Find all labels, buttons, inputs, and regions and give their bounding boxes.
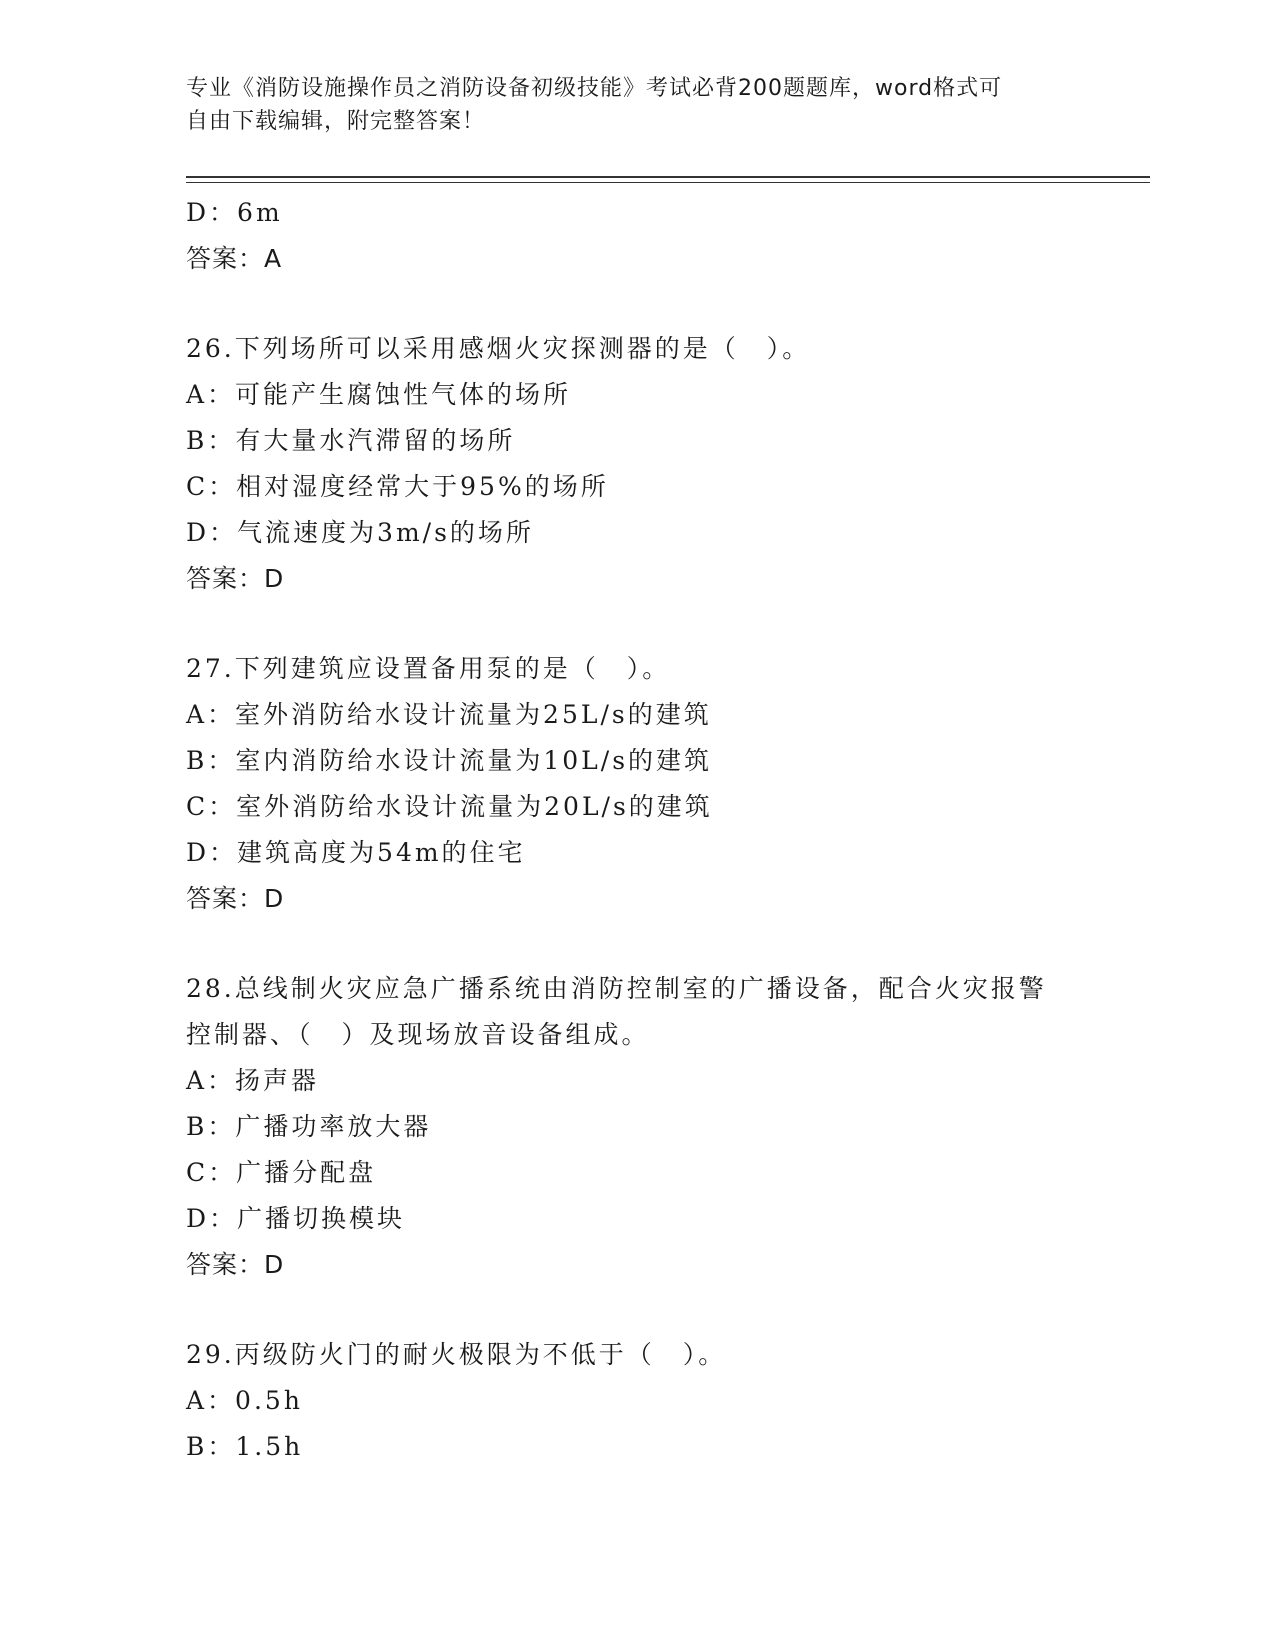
question-27 — [186, 646, 1146, 922]
question-28 — [186, 966, 1146, 1288]
spacer — [186, 1288, 1146, 1332]
option-a: A：扬声器 — [186, 1066, 320, 1095]
answer-label: 答案：A — [186, 244, 283, 273]
spacer — [186, 922, 1146, 966]
option-c: C：广播分配盘 — [186, 1158, 377, 1187]
option-d: D：6m — [186, 198, 283, 227]
option-b: B：有大量水汽滞留的场所 — [186, 426, 516, 455]
header-title-line-1: 专业《消防设施操作员之消防设备初级技能》考试必背200题题库，word格式可 — [186, 76, 1003, 101]
option-b: B：广播功率放大器 — [186, 1112, 432, 1141]
option-a: A：室外消防给水设计流量为25L/s的建筑 — [186, 700, 712, 729]
answer-label: 答案：D — [186, 1250, 285, 1279]
header-title-line-2: 自由下载编辑，附完整答案！ — [186, 109, 486, 134]
option-d: D：气流速度为3m/s的场所 — [186, 518, 534, 547]
option-d: D：广播切换模块 — [186, 1204, 406, 1233]
option-c: C：室外消防给水设计流量为20L/s的建筑 — [186, 792, 713, 821]
previous-question-fragment — [186, 190, 1146, 282]
question-stem: 26.下列场所可以采用感烟火灾探测器的是（ ）。 — [186, 334, 811, 363]
spacer — [186, 602, 1146, 646]
header-divider-thick — [186, 176, 1150, 178]
spacer — [186, 282, 1146, 326]
document-header — [186, 72, 1066, 138]
option-d: D：建筑高度为54m的住宅 — [186, 838, 526, 867]
option-b: B：室内消防给水设计流量为10L/s的建筑 — [186, 746, 713, 775]
question-29 — [186, 1332, 1146, 1470]
question-content — [186, 190, 1146, 1470]
header-divider-thin — [186, 182, 1150, 183]
answer-label: 答案：D — [186, 564, 285, 593]
question-stem-line-1: 28.总线制火灾应急广播系统由消防控制室的广播设备，配合火灾报警 — [186, 974, 1047, 1003]
question-stem: 29.丙级防火门的耐火极限为不低于（ ）。 — [186, 1340, 727, 1369]
answer-label: 答案：D — [186, 884, 285, 913]
option-c: C：相对湿度经常大于95%的场所 — [186, 472, 609, 501]
option-a: A：0.5h — [186, 1386, 303, 1415]
question-stem-line-2: 控制器、（ ）及现场放音设备组成。 — [186, 1020, 650, 1049]
question-stem: 27.下列建筑应设置备用泵的是（ ）。 — [186, 654, 671, 683]
question-26 — [186, 326, 1146, 602]
option-b: B：1.5h — [186, 1432, 304, 1461]
option-a: A：可能产生腐蚀性气体的场所 — [186, 380, 572, 409]
